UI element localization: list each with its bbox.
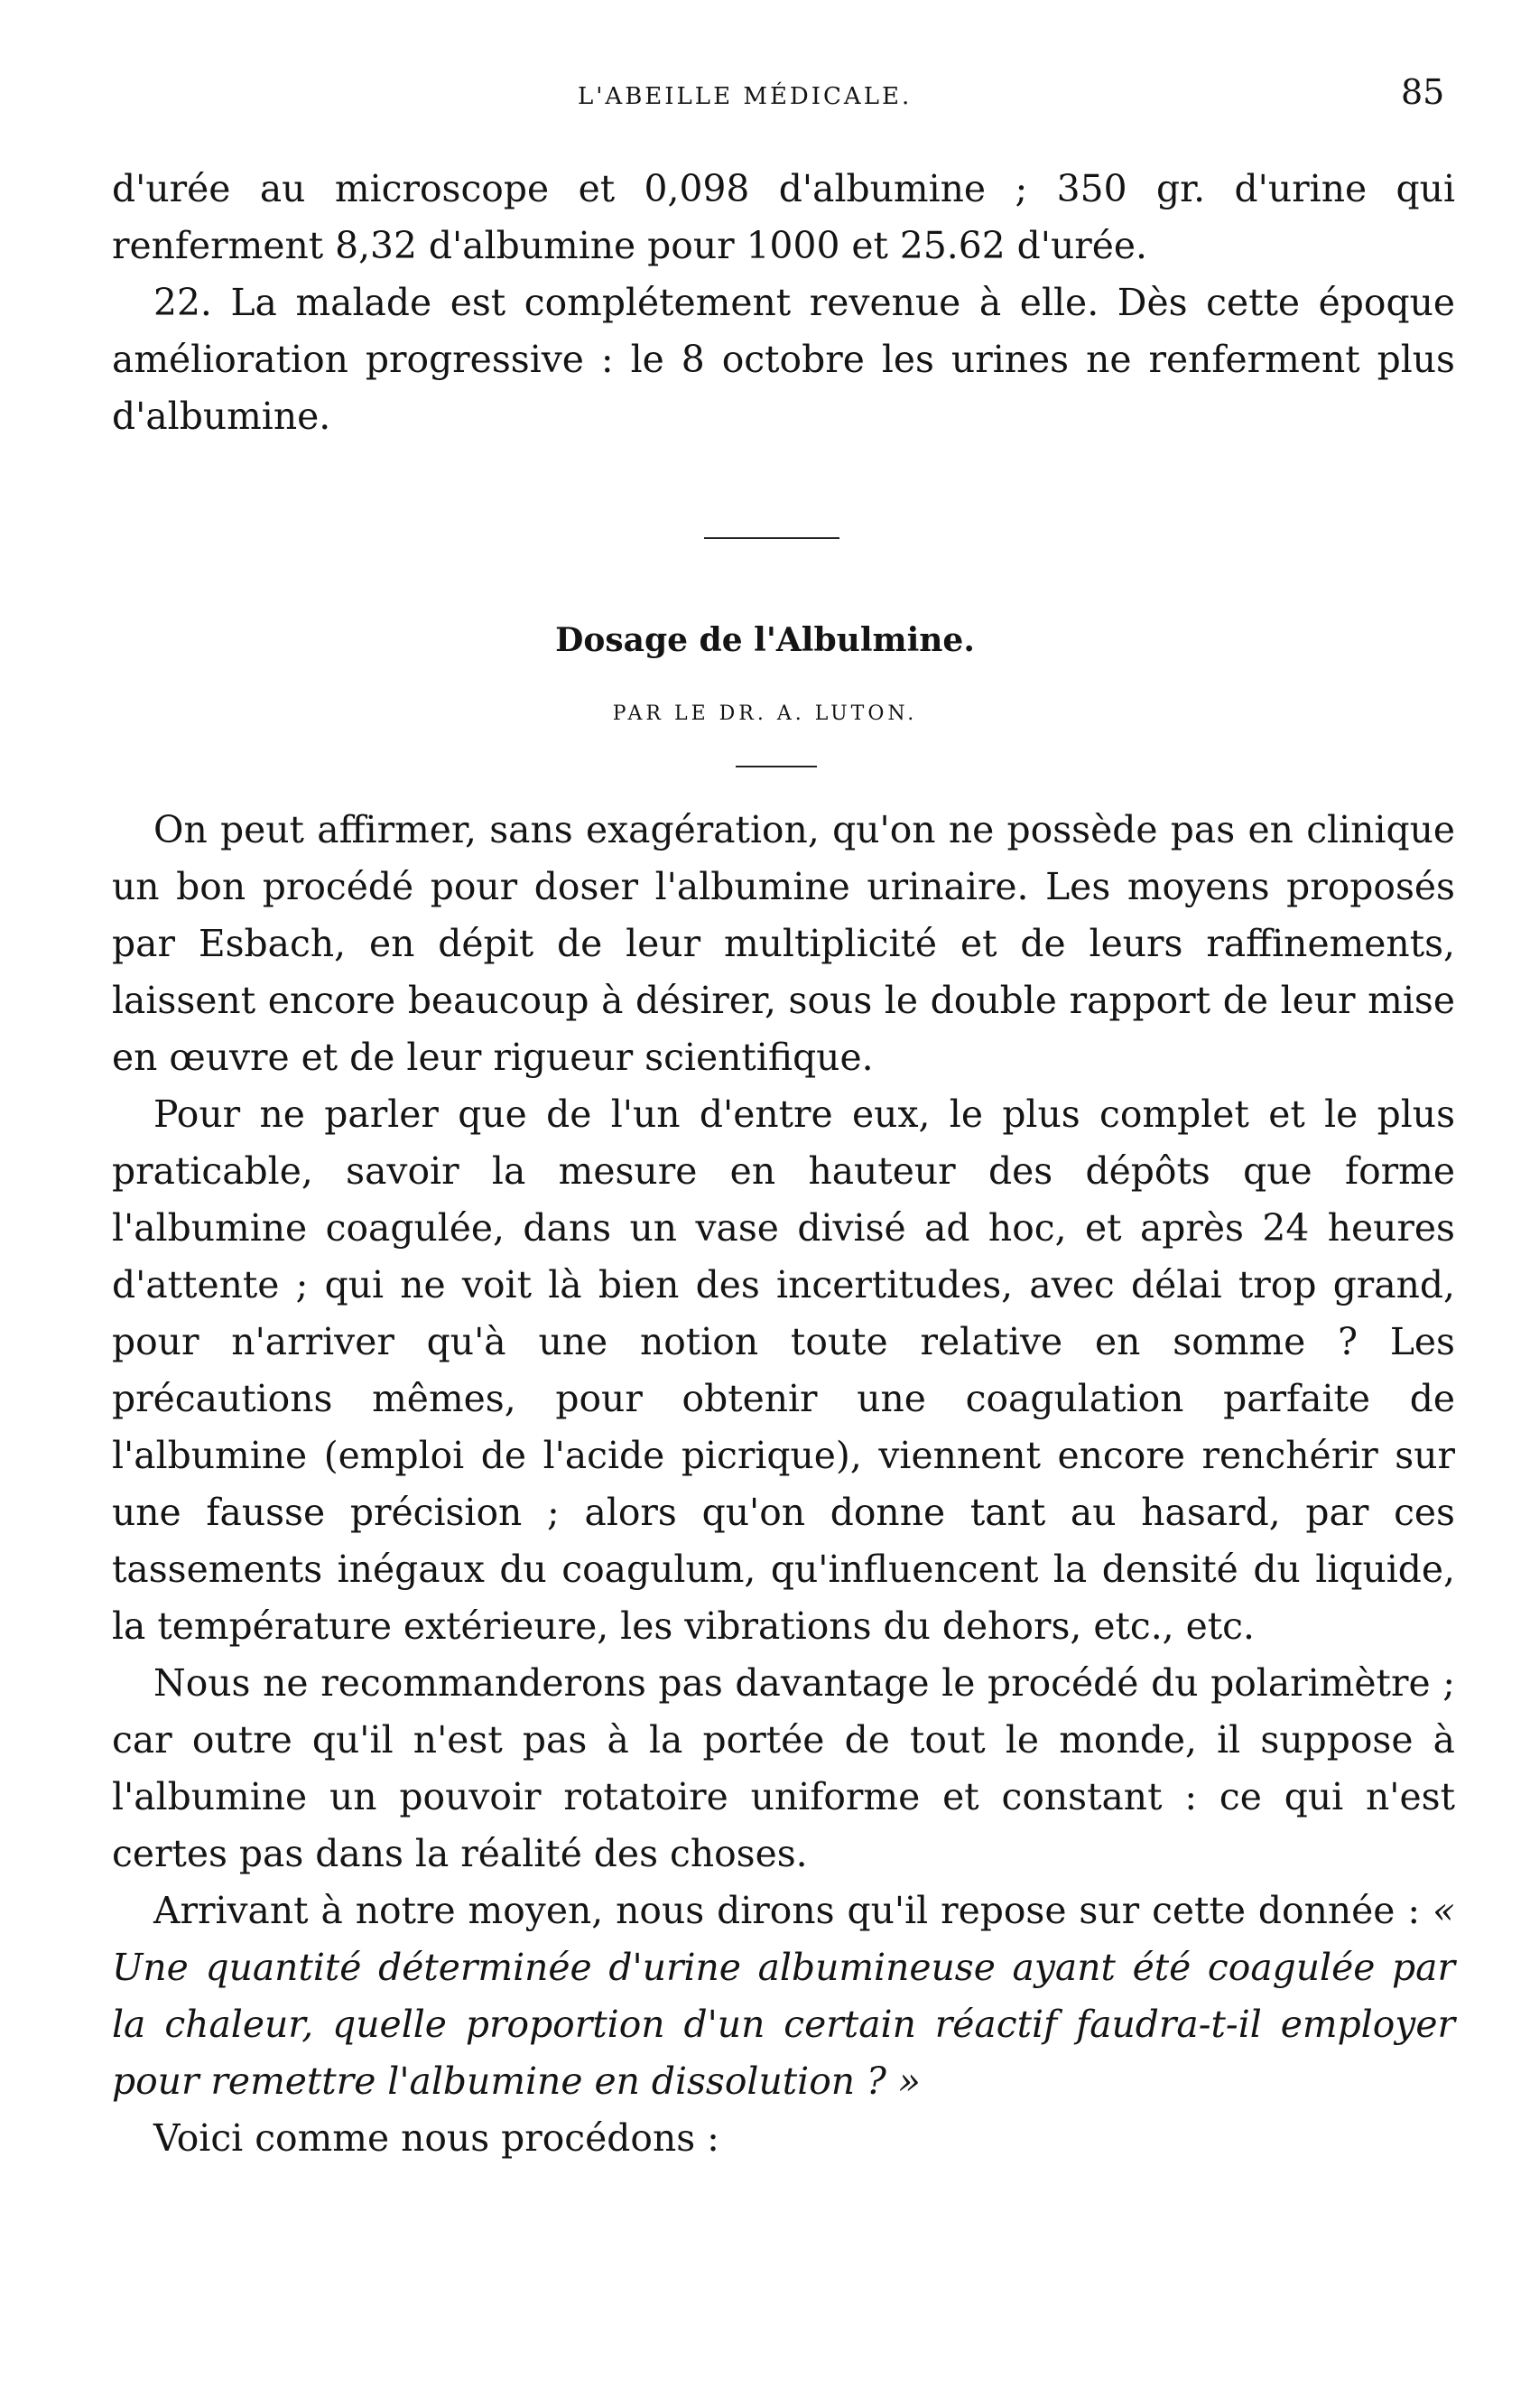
paragraph: Pour ne parler que de l'un d'entre eux, le plus complet et le plus praticable, savoir la mesure en hauteur des dépôts que forme l'albumine coagulée, dans un vase divisé ad hoc, et après 24 heures d'attente ; qui ne voit là bien des incertitudes, avec délai trop grand, pour n'arriver qu'à une notion toute relative en somme ? Les précautions mêmes, pour obtenir une coagulation parfaite de l'albumine (emploi de l'acide picrique), viennent encore renchérir sur une fausse précision ; alors qu'on donne tant au hasard, par ces tassements inégaux du coagulum, qu'influencent la densité du liquide, la température extérieure, les vibrations du dehors, etc., etc. — [112, 1092, 1455, 1648]
section-divider — [704, 537, 839, 539]
article-author: PAR LE DR. A. LUTON. — [612, 702, 918, 725]
paragraph: Voici comme nous procédons : — [153, 2116, 719, 2160]
paragraph: On peut affirmer, sans exagération, qu'on ne possède pas en clinique un bon procédé pour doser l'albumine urinaire. Les moyens proposés par Esbach, en dépit de leur multiplicité et de leurs raffinements, laissent encore beaucoup à désirer, sous le double rapport de leur mise en œuvre et de leur rigueur scientifique. — [112, 808, 1455, 1079]
previous-article-end — [112, 161, 1455, 445]
paragraph: 22. La malade est complétement revenue à elle. Dès cette époque amélioration progressive : le 8 octobre les urines ne renferment plus d'albumine. — [112, 281, 1455, 438]
paragraph: Nous ne recommanderons pas davantage le procédé du polarimètre ; car outre qu'il n'est pas à la portée de tout le monde, il suppose à l'albumine un pouvoir rotatoire uniforme et constant : ce qui n'est certes pas dans la réalité des choses. — [112, 1661, 1455, 1875]
article-body — [112, 802, 1455, 2167]
paragraph — [112, 1883, 1455, 2110]
article-title: Dosage de l'Albulmine. — [555, 621, 975, 659]
paragraph-lead: Arrivant à notre moyen, nous dirons qu'il repose sur cette donnée : — [153, 1889, 1433, 1932]
page-header — [0, 72, 1530, 126]
title-divider — [736, 766, 817, 767]
paragraph: d'urée au microscope et 0,098 d'albumine ; 350 gr. d'urine qui renferment 8,32 d'albumine pour 1000 et 25.62 d'urée. — [112, 167, 1455, 267]
running-title: L'ABEILLE MÉDICALE. — [578, 83, 913, 110]
page-number: 85 — [1401, 72, 1445, 112]
italic-quote: « Une quantité déterminée d'urine albumineuse ayant été coagulée par la chaleur, quelle proportion d'un certain réactif faudra-t-il employer pour remettre l'albumine en dissolution ? » — [112, 1889, 1455, 2103]
